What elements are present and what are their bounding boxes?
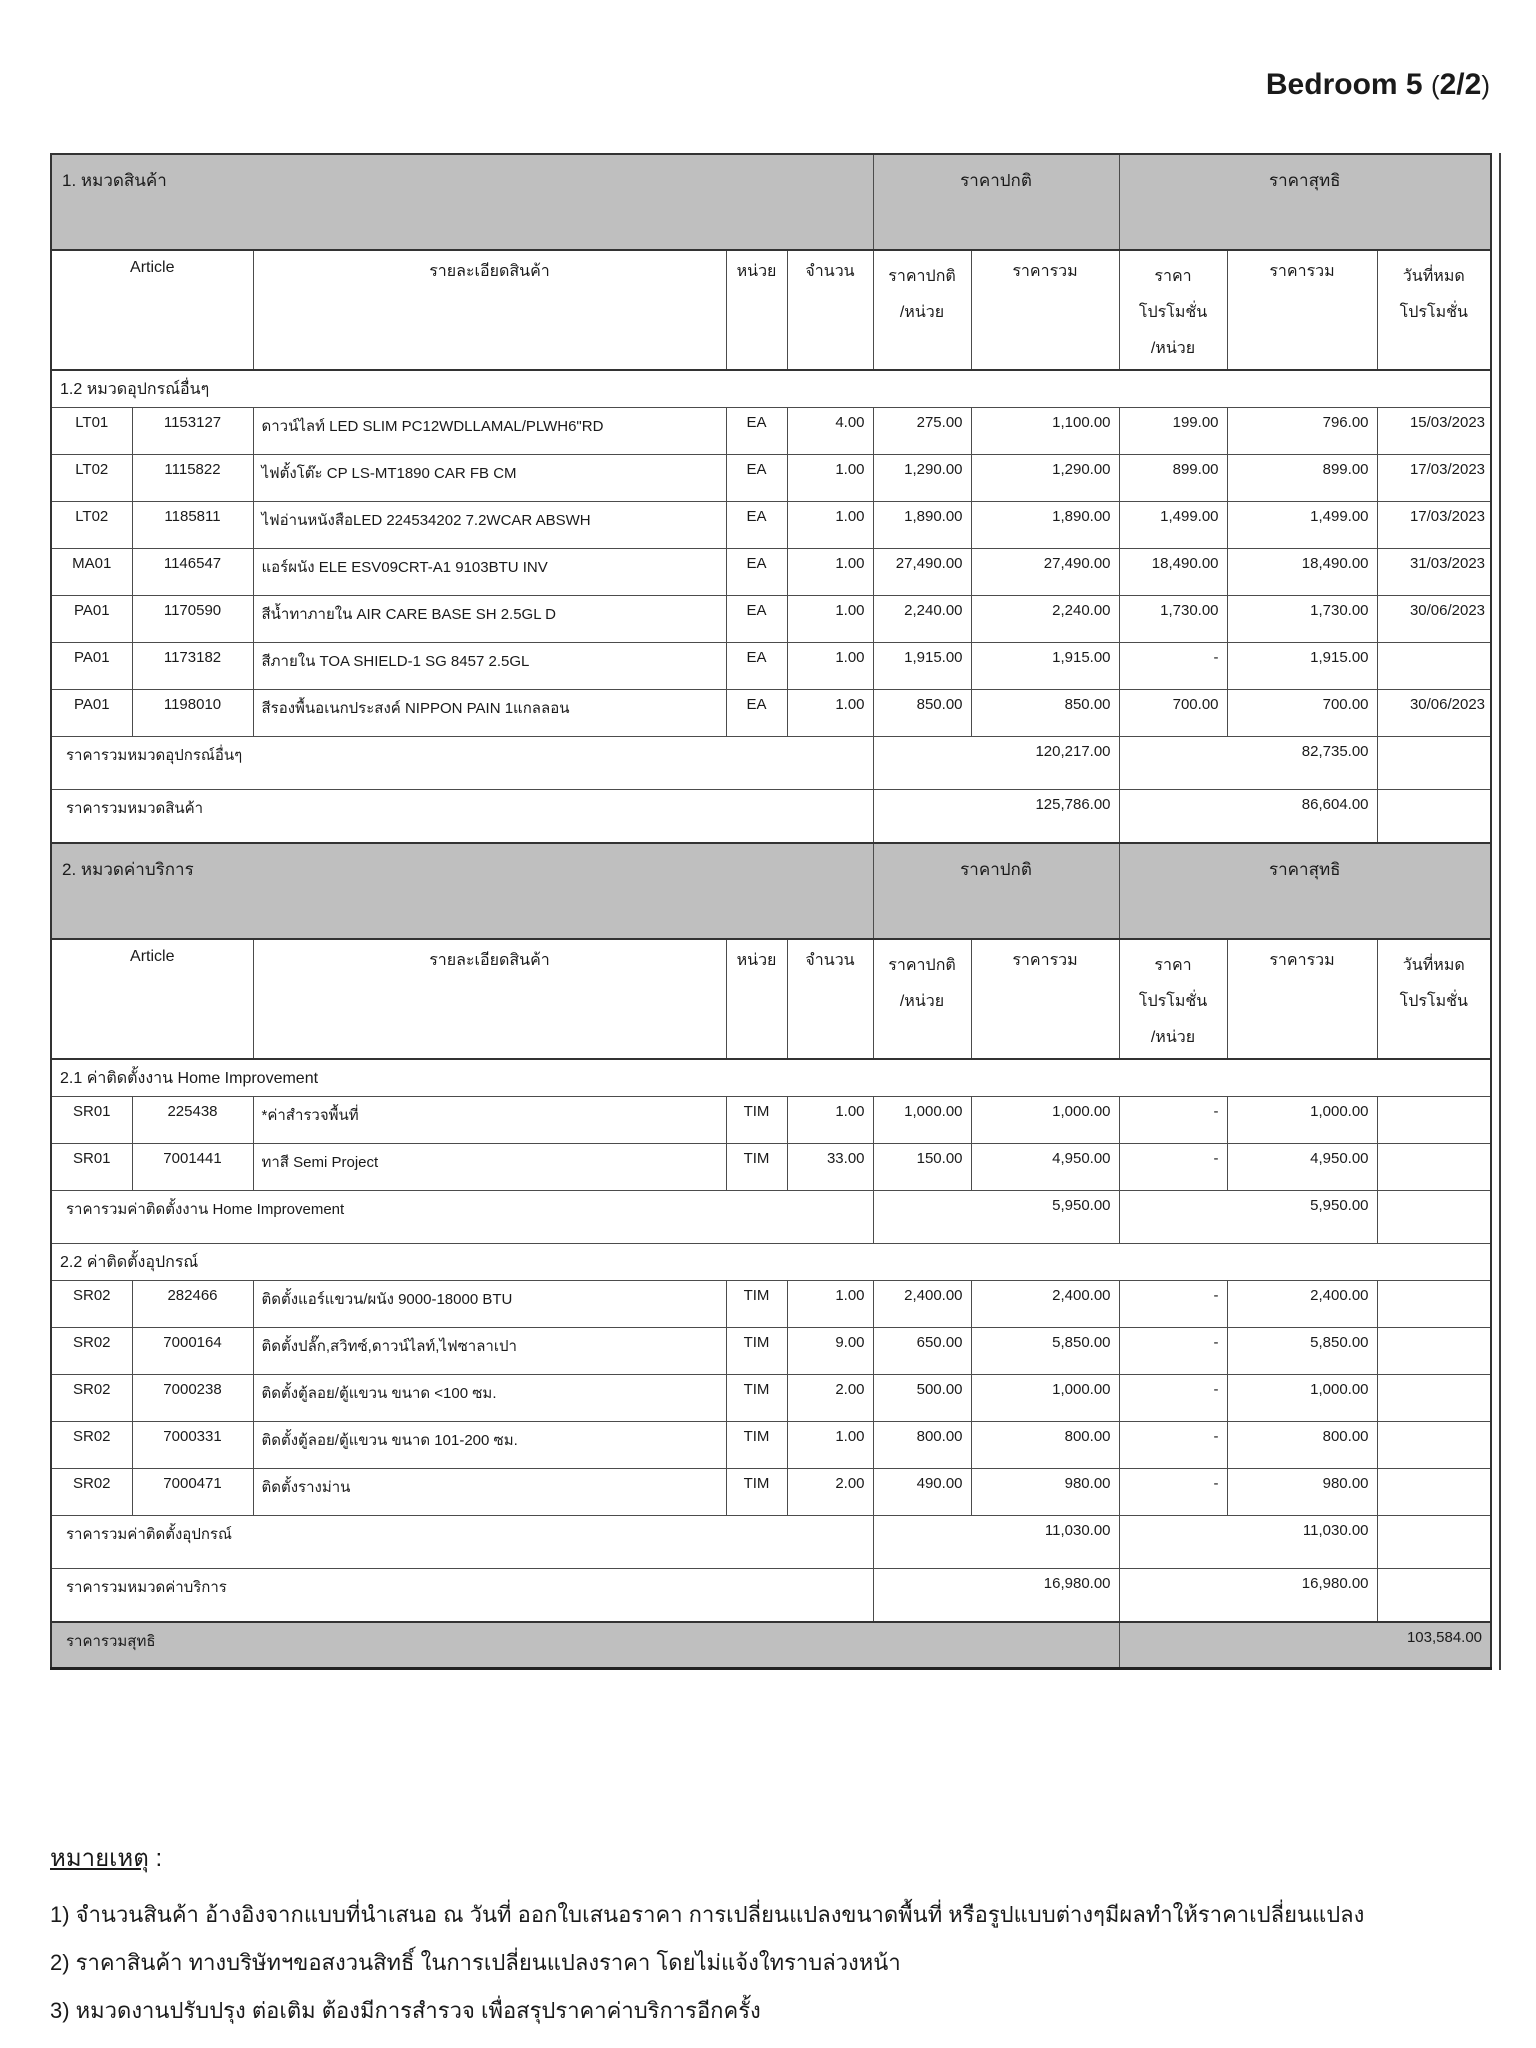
col-header-line: /หน่วย (1150, 1029, 1196, 1046)
col-header-line: ราคา (1154, 957, 1192, 974)
grand-total-label: ราคารวมสุทธิ (51, 1622, 1119, 1669)
cell-price-unit: 1,290.00 (873, 455, 971, 502)
section1-band-label: 1. หมวดสินค้า (51, 154, 873, 250)
cell-article-code: SR02 (51, 1375, 132, 1422)
cell-net-total: 700.00 (1227, 690, 1377, 737)
cell-promo-price-unit: - (1119, 1375, 1227, 1422)
table-row (51, 455, 1491, 502)
cell-promo-end-date (1377, 1375, 1491, 1422)
cell-price-unit: 490.00 (873, 1469, 971, 1516)
cell-promo-price-unit: - (1119, 1422, 1227, 1469)
col-header-unit: หน่วย (726, 250, 787, 370)
cell-promo-end-date: 17/03/2023 (1377, 502, 1491, 549)
note-line-3: 3) หมวดงานปรับปรุง ต่อเติม ต้องมีการสำรวจ เพื่อสรุปราคาค่าบริการอีกครั้ง (50, 1998, 761, 2023)
cell-promo-end-date (1377, 1422, 1491, 1469)
cell-promo-price-unit: 899.00 (1119, 455, 1227, 502)
table-row (51, 549, 1491, 596)
cell-description: ไฟตั้งโต๊ะ CP LS-MT1890 CAR FB CM (253, 455, 726, 502)
footer-notes (50, 1838, 1450, 2035)
cell-description: ติดตั้งรางม่าน (253, 1469, 726, 1516)
cell-price-total: 5,850.00 (971, 1328, 1119, 1375)
col-header-total: ราคารวม (971, 250, 1119, 370)
cell-promo-end-date: 31/03/2023 (1377, 549, 1491, 596)
col-header-promo-end (1377, 250, 1491, 370)
cell-description: ติดตั้งตู้ลอย/ตู้แขวน ขนาด 101-200 ซม. (253, 1422, 726, 1469)
cell-article-code: SR02 (51, 1328, 132, 1375)
col-header-line: โปรโมชั่น (1138, 304, 1208, 321)
cell-net-total: 2,400.00 (1227, 1281, 1377, 1328)
cell-article-number: 1173182 (132, 643, 253, 690)
section-1-2-label: 1.2 หมวดอุปกรณ์อื่นๆ (51, 370, 1491, 408)
cell-unit: TIM (726, 1328, 787, 1375)
cell-article-number: 1170590 (132, 596, 253, 643)
cell-price-unit: 500.00 (873, 1375, 971, 1422)
table-row (51, 370, 1491, 408)
cell-unit: EA (726, 690, 787, 737)
cell-unit: EA (726, 596, 787, 643)
cell-promo-price-unit: 700.00 (1119, 690, 1227, 737)
group-header-net-price: ราคาสุทธิ (1119, 154, 1491, 250)
cell-article-code: SR01 (51, 1097, 132, 1144)
cell-description: สีรองพื้นอเนกประสงค์ NIPPON PAIN 1แกลลอน (253, 690, 726, 737)
cell-price-total: 1,000.00 (971, 1097, 1119, 1144)
cell-price-unit: 2,240.00 (873, 596, 971, 643)
table-row (51, 154, 1491, 250)
cell-net-total: 1,730.00 (1227, 596, 1377, 643)
cell-net-total: 4,950.00 (1227, 1144, 1377, 1191)
cell-price-total: 4,950.00 (971, 1144, 1119, 1191)
col-header-line: ราคา (1154, 268, 1192, 285)
table-row (51, 408, 1491, 455)
table-row (51, 596, 1491, 643)
cell-article-code: LT01 (51, 408, 132, 455)
cell-price-total: 1,890.00 (971, 502, 1119, 549)
cell-description: ดาวน์ไลท์ LED SLIM PC12WDLLAMAL/PLWH6"RD (253, 408, 726, 455)
cell-price-total: 1,000.00 (971, 1375, 1119, 1422)
cell-price-unit: 1,915.00 (873, 643, 971, 690)
cell-article-number: 1153127 (132, 408, 253, 455)
notes-heading (50, 1838, 1450, 1877)
total-services-label: ราคารวมหมวดค่าบริการ (51, 1569, 873, 1623)
page-title-paren-close: ) (1481, 70, 1490, 100)
group-header-normal-price: ราคาปกติ (873, 154, 1119, 250)
cell-promo-price-unit: 199.00 (1119, 408, 1227, 455)
cell-qty: 1.00 (787, 643, 873, 690)
subtotal-empty-cell (1377, 1516, 1491, 1569)
col-header-line: วันที่หมด (1402, 268, 1465, 285)
subtotal-other-equipment-label: ราคารวมหมวดอุปกรณ์อื่นๆ (51, 737, 873, 790)
cell-promo-price-unit: - (1119, 1469, 1227, 1516)
col-header-net-total: ราคารวม (1227, 939, 1377, 1059)
cell-price-total: 2,400.00 (971, 1281, 1119, 1328)
total-empty-cell (1377, 1569, 1491, 1623)
subtotal-other-equipment-net: 82,735.00 (1119, 737, 1377, 790)
cell-price-unit: 275.00 (873, 408, 971, 455)
subtotal-equipment-install-normal: 11,030.00 (873, 1516, 1119, 1569)
col-header-line: โปรโมชั่น (1138, 993, 1208, 1010)
col-header-line: /หน่วย (899, 993, 945, 1010)
table-row (51, 250, 1491, 370)
cell-net-total: 1,915.00 (1227, 643, 1377, 690)
quotation-table-wrap (50, 153, 1501, 1670)
cell-promo-price-unit: - (1119, 1097, 1227, 1144)
cell-description: ติดตั้งปลั๊ก,สวิทซ์,ดาวน์ไลท์,ไฟซาลาเปา (253, 1328, 726, 1375)
table-row (51, 1097, 1491, 1144)
table-row (51, 643, 1491, 690)
cell-article-code: SR02 (51, 1422, 132, 1469)
cell-promo-price-unit: - (1119, 1281, 1227, 1328)
cell-price-total: 980.00 (971, 1469, 1119, 1516)
cell-net-total: 1,000.00 (1227, 1097, 1377, 1144)
table-row (51, 939, 1491, 1059)
cell-promo-price-unit: 18,490.00 (1119, 549, 1227, 596)
cell-promo-end-date (1377, 1144, 1491, 1191)
col-header-line: วันที่หมด (1402, 957, 1465, 974)
cell-promo-end-date: 30/06/2023 (1377, 690, 1491, 737)
table-row (51, 1144, 1491, 1191)
total-services-net: 16,980.00 (1119, 1569, 1377, 1623)
subtotal-home-improvement-normal: 5,950.00 (873, 1191, 1119, 1244)
note-line-1: 1) จำนวนสินค้า อ้างอิงจากแบบที่นำเสนอ ณ วันที่ ออกใบเสนอราคา การเปลี่ยนแปลงขนาดพื้นที่ หรือรูปแบบต่างๆมีผลทำให้ราคาเปลี่ยนแปลง (50, 1902, 1365, 1927)
table-row (51, 1191, 1491, 1244)
table-row (51, 1422, 1491, 1469)
cell-promo-price-unit: 1,499.00 (1119, 502, 1227, 549)
subtotal-equipment-install-net: 11,030.00 (1119, 1516, 1377, 1569)
col-header-price-per-unit (873, 250, 971, 370)
cell-unit: TIM (726, 1144, 787, 1191)
cell-promo-end-date (1377, 1469, 1491, 1516)
table-row (51, 1516, 1491, 1569)
cell-qty: 1.00 (787, 690, 873, 737)
cell-net-total: 5,850.00 (1227, 1328, 1377, 1375)
col-header-line: ราคาปกติ (888, 268, 956, 285)
cell-article-number: 7000471 (132, 1469, 253, 1516)
section2-band-label: 2. หมวดค่าบริการ (51, 843, 873, 939)
table-row (51, 843, 1491, 939)
cell-promo-end-date (1377, 1328, 1491, 1375)
col-header-promo-per-unit (1119, 250, 1227, 370)
subtotal-empty-cell (1377, 1191, 1491, 1244)
subtotal-other-equipment-normal: 120,217.00 (873, 737, 1119, 790)
cell-price-unit: 150.00 (873, 1144, 971, 1191)
cell-qty: 4.00 (787, 408, 873, 455)
cell-promo-end-date (1377, 1097, 1491, 1144)
col-header-article: Article (51, 939, 253, 1059)
cell-qty: 1.00 (787, 1422, 873, 1469)
cell-article-number: 1198010 (132, 690, 253, 737)
section-2-1-label: 2.1 ค่าติดตั้งงาน Home Improvement (51, 1059, 1491, 1097)
col-header-price-per-unit (873, 939, 971, 1059)
cell-promo-price-unit: - (1119, 1144, 1227, 1191)
cell-article-code: PA01 (51, 596, 132, 643)
grand-total-value: 103,584.00 (1119, 1622, 1491, 1669)
table-row (51, 1059, 1491, 1097)
group-header-normal-price: ราคาปกติ (873, 843, 1119, 939)
cell-promo-end-date (1377, 643, 1491, 690)
cell-unit: TIM (726, 1469, 787, 1516)
cell-qty: 2.00 (787, 1469, 873, 1516)
cell-net-total: 1,499.00 (1227, 502, 1377, 549)
page-title-main: Bedroom 5 (1265, 68, 1423, 101)
col-header-promo-per-unit (1119, 939, 1227, 1059)
table-row (51, 1244, 1491, 1281)
notes-heading-colon: : (148, 1845, 163, 1872)
page-title-paren-open: ( (1430, 70, 1440, 100)
table-row (51, 1622, 1491, 1669)
subtotal-equipment-install-label: ราคารวมค่าติดตั้งอุปกรณ์ (51, 1516, 873, 1569)
col-header-description: รายละเอียดสินค้า (253, 250, 726, 370)
total-products-net: 86,604.00 (1119, 790, 1377, 844)
cell-price-total: 1,915.00 (971, 643, 1119, 690)
cell-article-code: PA01 (51, 643, 132, 690)
subtotal-empty-cell (1377, 737, 1491, 790)
cell-net-total: 18,490.00 (1227, 549, 1377, 596)
cell-article-number: 1185811 (132, 502, 253, 549)
cell-qty: 1.00 (787, 549, 873, 596)
cell-article-code: MA01 (51, 549, 132, 596)
col-header-article: Article (51, 250, 253, 370)
cell-article-code: SR02 (51, 1469, 132, 1516)
table-row (51, 1569, 1491, 1623)
quotation-table (50, 153, 1492, 1670)
col-header-line: /หน่วย (1150, 340, 1196, 357)
page-title (1266, 68, 1490, 102)
notes-heading-word: หมายเหตุ (50, 1845, 149, 1872)
table-row (51, 502, 1491, 549)
cell-description: ทาสี Semi Project (253, 1144, 726, 1191)
cell-article-code: SR02 (51, 1281, 132, 1328)
cell-article-code: PA01 (51, 690, 132, 737)
cell-unit: EA (726, 549, 787, 596)
cell-promo-end-date: 17/03/2023 (1377, 455, 1491, 502)
col-header-net-total: ราคารวม (1227, 250, 1377, 370)
subtotal-home-improvement-net: 5,950.00 (1119, 1191, 1377, 1244)
cell-price-unit: 1,890.00 (873, 502, 971, 549)
table-row (51, 690, 1491, 737)
col-header-description: รายละเอียดสินค้า (253, 939, 726, 1059)
cell-description: *ค่าสำรวจพื้นที่ (253, 1097, 726, 1144)
col-header-line: โปรโมชั่น (1399, 993, 1468, 1010)
cell-qty: 1.00 (787, 596, 873, 643)
col-header-line: โปรโมชั่น (1399, 304, 1468, 321)
subtotal-home-improvement-label: ราคารวมค่าติดตั้งงาน Home Improvement (51, 1191, 873, 1244)
group-header-net-price: ราคาสุทธิ (1119, 843, 1491, 939)
cell-article-code: SR01 (51, 1144, 132, 1191)
cell-price-total: 800.00 (971, 1422, 1119, 1469)
col-header-qty: จำนวน (787, 250, 873, 370)
cell-article-number: 7000238 (132, 1375, 253, 1422)
cell-article-number: 225438 (132, 1097, 253, 1144)
cell-description: สีภายใน TOA SHIELD-1 SG 8457 2.5GL (253, 643, 726, 690)
cell-description: แอร์ผนัง ELE ESV09CRT-A1 9103BTU INV (253, 549, 726, 596)
cell-article-number: 7000331 (132, 1422, 253, 1469)
cell-description: ติดตั้งตู้ลอย/ตู้แขวน ขนาด <100 ซม. (253, 1375, 726, 1422)
cell-price-total: 1,290.00 (971, 455, 1119, 502)
cell-price-unit: 2,400.00 (873, 1281, 971, 1328)
col-header-qty: จำนวน (787, 939, 873, 1059)
section-2-2-label: 2.2 ค่าติดตั้งอุปกรณ์ (51, 1244, 1491, 1281)
cell-price-unit: 1,000.00 (873, 1097, 971, 1144)
col-header-unit: หน่วย (726, 939, 787, 1059)
cell-unit: EA (726, 643, 787, 690)
col-header-line: /หน่วย (899, 304, 945, 321)
cell-promo-end-date: 30/06/2023 (1377, 596, 1491, 643)
cell-price-total: 2,240.00 (971, 596, 1119, 643)
col-header-total: ราคารวม (971, 939, 1119, 1059)
cell-net-total: 796.00 (1227, 408, 1377, 455)
cell-qty: 2.00 (787, 1375, 873, 1422)
table-row (51, 1375, 1491, 1422)
table-row (51, 1469, 1491, 1516)
cell-promo-end-date (1377, 1281, 1491, 1328)
cell-net-total: 800.00 (1227, 1422, 1377, 1469)
table-row (51, 790, 1491, 844)
cell-article-code: LT02 (51, 502, 132, 549)
cell-price-unit: 850.00 (873, 690, 971, 737)
cell-price-total: 850.00 (971, 690, 1119, 737)
cell-unit: EA (726, 455, 787, 502)
cell-description: ไฟอ่านหนังสือLED 224534202 7.2WCAR ABSWH (253, 502, 726, 549)
cell-qty: 1.00 (787, 1097, 873, 1144)
cell-unit: EA (726, 408, 787, 455)
table-row (51, 1281, 1491, 1328)
cell-promo-price-unit: - (1119, 643, 1227, 690)
cell-unit: TIM (726, 1097, 787, 1144)
cell-article-number: 1115822 (132, 455, 253, 502)
col-header-line: ราคาปกติ (888, 957, 956, 974)
col-header-promo-end (1377, 939, 1491, 1059)
cell-net-total: 1,000.00 (1227, 1375, 1377, 1422)
total-products-normal: 125,786.00 (873, 790, 1119, 844)
cell-unit: TIM (726, 1375, 787, 1422)
cell-price-unit: 800.00 (873, 1422, 971, 1469)
cell-promo-price-unit: - (1119, 1328, 1227, 1375)
cell-unit: TIM (726, 1281, 787, 1328)
table-row (51, 737, 1491, 790)
total-services-normal: 16,980.00 (873, 1569, 1119, 1623)
cell-description: สีน้ำทาภายใน AIR CARE BASE SH 2.5GL D (253, 596, 726, 643)
cell-unit: EA (726, 502, 787, 549)
total-empty-cell (1377, 790, 1491, 844)
cell-qty: 33.00 (787, 1144, 873, 1191)
cell-net-total: 899.00 (1227, 455, 1377, 502)
cell-qty: 1.00 (787, 1281, 873, 1328)
cell-qty: 1.00 (787, 455, 873, 502)
cell-unit: TIM (726, 1422, 787, 1469)
cell-price-total: 1,100.00 (971, 408, 1119, 455)
page-number: 2/2 (1439, 68, 1482, 101)
cell-qty: 1.00 (787, 502, 873, 549)
cell-description: ติดตั้งแอร์แขวน/ผนัง 9000-18000 BTU (253, 1281, 726, 1328)
total-products-label: ราคารวมหมวดสินค้า (51, 790, 873, 844)
cell-article-number: 7001441 (132, 1144, 253, 1191)
cell-qty: 9.00 (787, 1328, 873, 1375)
cell-promo-end-date: 15/03/2023 (1377, 408, 1491, 455)
cell-net-total: 980.00 (1227, 1469, 1377, 1516)
cell-article-number: 1146547 (132, 549, 253, 596)
note-line-2: 2) ราคาสินค้า ทางบริษัทฯขอสงวนสิทธิ์ ในการเปลี่ยนแปลงราคา โดยไม่แจ้งใทราบล่วงหน้า (50, 1950, 901, 1975)
cell-article-number: 282466 (132, 1281, 253, 1328)
cell-article-number: 7000164 (132, 1328, 253, 1375)
cell-article-code: LT02 (51, 455, 132, 502)
cell-price-total: 27,490.00 (971, 549, 1119, 596)
table-row (51, 1328, 1491, 1375)
cell-price-unit: 27,490.00 (873, 549, 971, 596)
cell-promo-price-unit: 1,730.00 (1119, 596, 1227, 643)
cell-price-unit: 650.00 (873, 1328, 971, 1375)
